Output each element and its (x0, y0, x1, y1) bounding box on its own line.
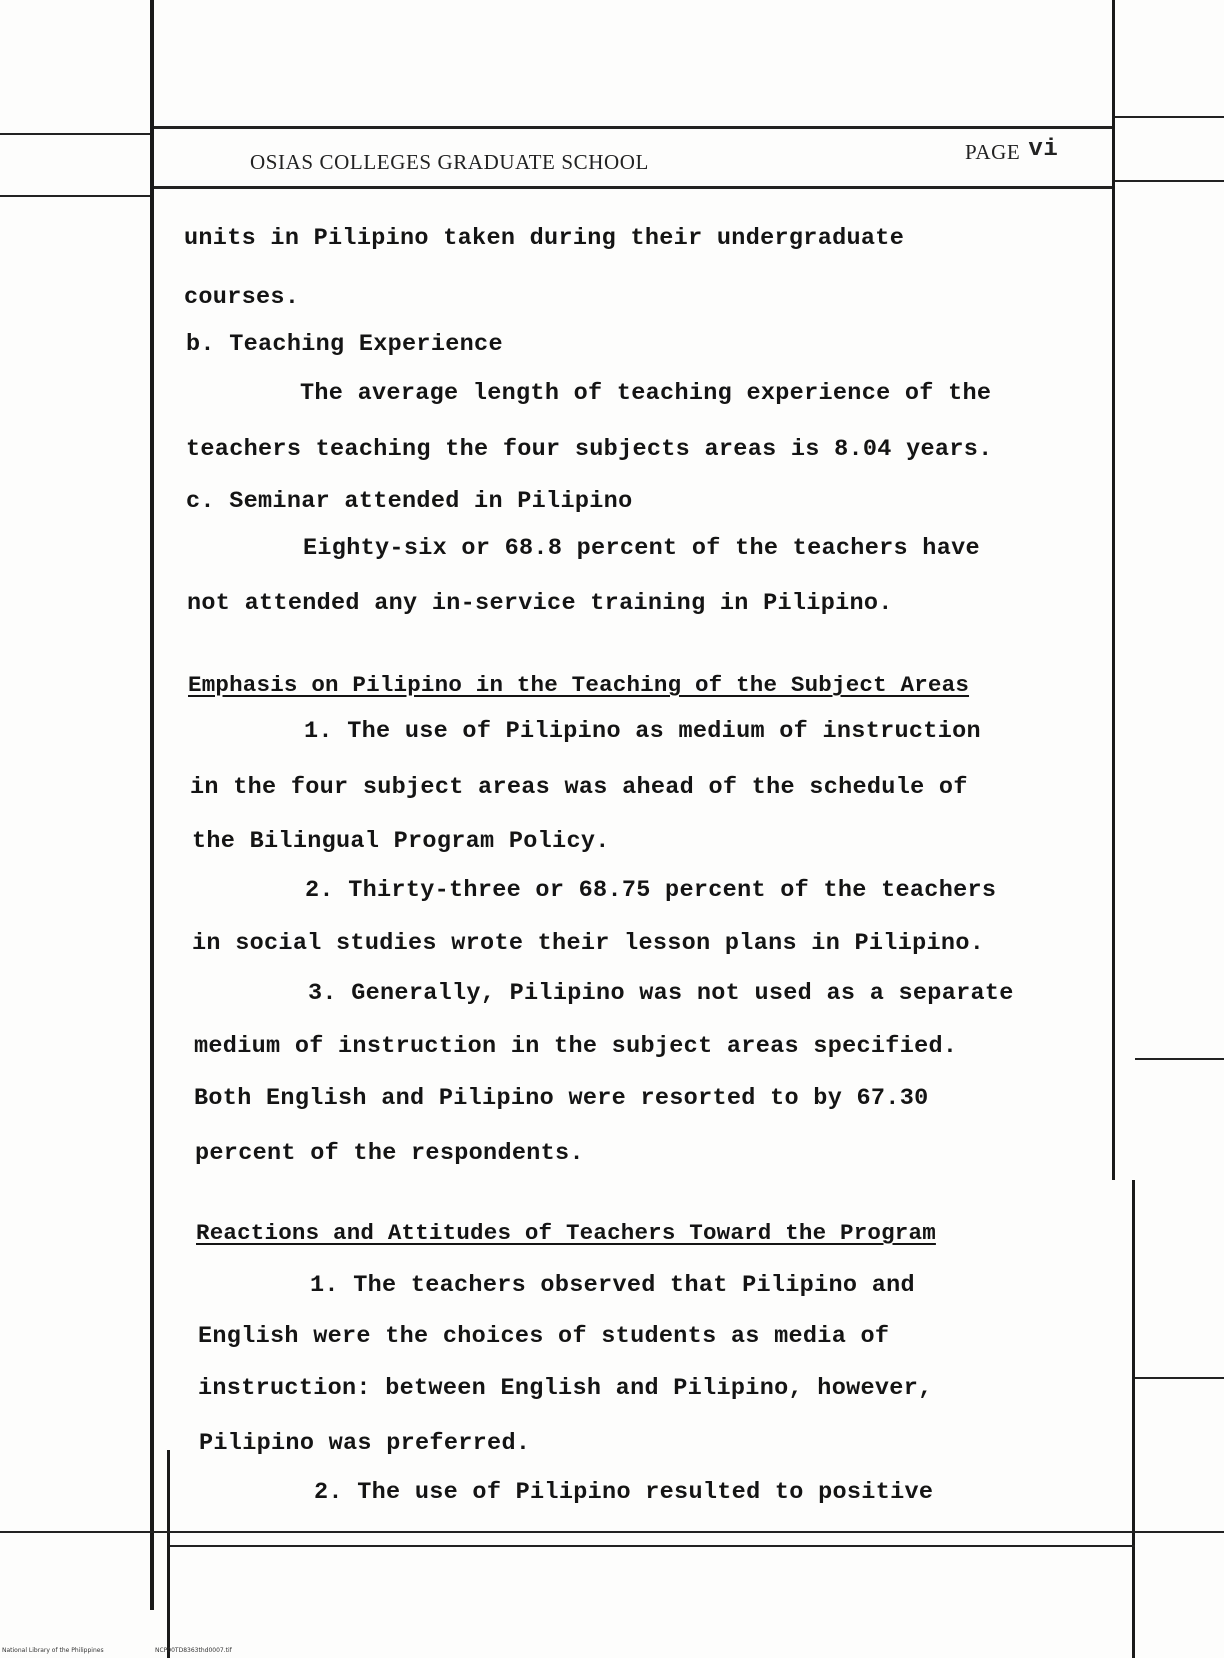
right-edge-tick-top (1115, 116, 1224, 118)
right-edge-tick-lower (1135, 1058, 1224, 1060)
text-line: instruction: between English and Pilipino, however, (198, 1375, 933, 1402)
text-line: medium of instruction in the subject areas specified. (194, 1033, 958, 1060)
right-margin-rule-lower (1132, 1180, 1135, 1658)
left-edge-tick-top (0, 133, 150, 135)
text-line: The average length of teaching experience of the (300, 380, 992, 407)
library-note: National Library of the Philippines (2, 1647, 104, 1654)
text-line: in the four subject areas was ahead of the schedule of (190, 774, 968, 801)
text-line: b. Teaching Experience (186, 331, 503, 358)
text-line: c. Seminar attended in Pilipino (186, 488, 633, 515)
text-line: 2. The use of Pilipino resulted to positive (314, 1479, 934, 1506)
header-bottom-rule (154, 186, 1112, 189)
text-line: Both English and Pilipino were resorted to by 67.30 (194, 1085, 929, 1112)
section-heading-reactions: Reactions and Attitudes of Teachers Toward the Program (196, 1220, 936, 1246)
text-line: English were the choices of students as media of (198, 1323, 890, 1350)
text-line: the Bilingual Program Policy. (192, 828, 610, 855)
footer-bottom-rule (170, 1545, 1135, 1547)
left-margin-rule-lower (167, 1450, 170, 1658)
page-label: PAGE (965, 140, 1021, 164)
text-line: teachers teaching the four subjects areas is 8.04 years. (186, 436, 993, 463)
text-line: percent of the respondents. (195, 1140, 584, 1167)
footer-top-rule (0, 1531, 1224, 1533)
left-edge-tick-mid (0, 195, 150, 197)
right-edge-tick-mid (1115, 180, 1224, 182)
left-margin-rule (150, 0, 154, 1610)
text-line: 3. Generally, Pilipino was not used as a separate (308, 980, 1014, 1007)
text-line: units in Pilipino taken during their undergraduate (184, 225, 905, 252)
school-name-header: OSIAS COLLEGES GRADUATE SCHOOL (250, 150, 649, 174)
page-number: vi (1028, 136, 1059, 163)
file-code: NCP00TD8363thd0007.tif (155, 1647, 232, 1654)
text-line: courses. (184, 284, 300, 311)
text-line: Eighty-six or 68.8 percent of the teachers have (303, 535, 980, 562)
text-line: 2. Thirty-three or 68.75 percent of the teachers (305, 877, 997, 904)
right-edge-tick-bottom (1135, 1377, 1224, 1379)
text-line: not attended any in-service training in Pilipino. (187, 590, 893, 617)
header-top-rule (154, 126, 1112, 129)
text-line: in social studies wrote their lesson plans in Pilipino. (192, 930, 985, 957)
page-number-header (965, 136, 1059, 167)
text-line: Pilipino was preferred. (199, 1430, 531, 1457)
text-line: 1. The use of Pilipino as medium of instruction (304, 718, 981, 745)
right-margin-rule (1112, 0, 1115, 1180)
section-heading-emphasis: Emphasis on Pilipino in the Teaching of the Subject Areas (188, 672, 970, 698)
text-line: 1. The teachers observed that Pilipino and (310, 1272, 915, 1299)
